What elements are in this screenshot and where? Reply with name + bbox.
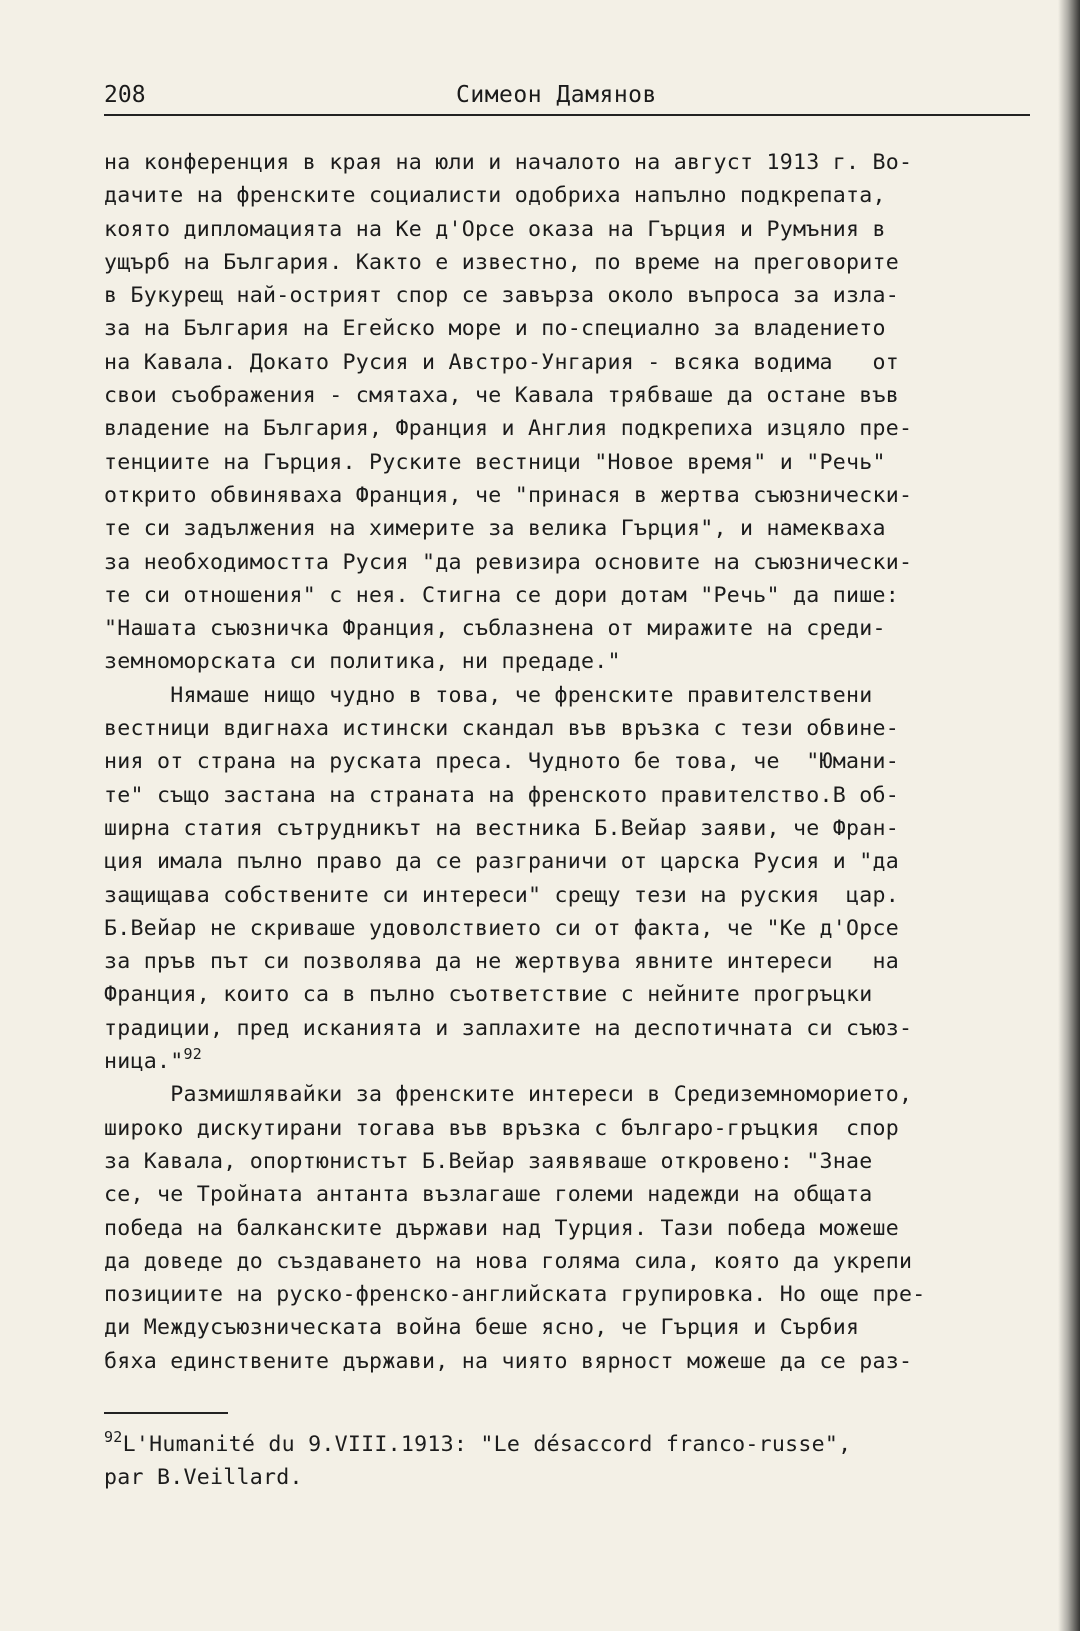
- body-text: [104, 146, 1044, 1378]
- text-line: Б.Вейар не скриваше удоволствието си от факта, че "Ке д'Орсе: [104, 915, 900, 941]
- text-line: свои съображения - смятаха, че Кавала трябваше да остане във: [104, 383, 900, 409]
- spine-shadow: [1058, 0, 1080, 1631]
- footnote-reference: 92: [183, 1045, 203, 1064]
- text-line: на Кавала. Докато Русия и Австро-Унгария - всяка водима от: [104, 349, 900, 375]
- text-line: ширна статия сътрудникът на вестника Б.Вейар заяви, че Фран-: [104, 815, 900, 841]
- footnote-number: 92: [104, 1428, 123, 1446]
- text-line: те си задължения на химерите за велика Гърция", и намекваха: [104, 516, 886, 542]
- text-line: широко дискутирани тогава във връзка с българо-гръцкия спор: [104, 1115, 900, 1141]
- text-line: да доведе до създаването на нова голяма сила, която да укрепи: [104, 1248, 913, 1274]
- page-number: 208: [104, 82, 146, 108]
- footnote-line: par B.Veillard.: [104, 1465, 303, 1490]
- text-line: Размишлявайки за френските интереси в Средиземноморието,: [104, 1082, 913, 1108]
- text-line: открито обвиняваха Франция, че "принася в жертва съюзнически-: [104, 482, 913, 508]
- text-line: ди Междусъюзническата война беше ясно, че Гърция и Сърбия: [104, 1315, 860, 1341]
- text-line: ния от страна на руската преса. Чудното бе това, че "Юмани-: [104, 749, 900, 775]
- text-line: победа на балканските държави над Турция. Тази победа можеше: [104, 1215, 900, 1241]
- text-line: за необходимостта Русия "да ревизира основите на съюзнически-: [104, 549, 913, 575]
- text-line-with-note: [104, 1045, 1044, 1078]
- page-header: [104, 80, 1030, 116]
- text-line: позициите на руско-френско-английската групировка. Но още пре-: [104, 1282, 926, 1308]
- text-line: за Кавала, опортюнистът Б.Вейар заявяваше откровено: "Знае: [104, 1148, 873, 1174]
- footnote-text: L'Humanité du 9.VIII.1913: "Le désaccord franco-russe",: [122, 1432, 852, 1457]
- text-line-end: ница.": [104, 1049, 184, 1075]
- footnote-line: [104, 1428, 1044, 1461]
- text-line: тенциите на Гърция. Руските вестници "Новое время" и "Речь": [104, 449, 886, 475]
- text-line: бяха единствените държави, на чиято вярност можеше да се раз-: [104, 1348, 913, 1374]
- text-line: владение на България, Франция и Англия подкрепиха изцяло пре-: [104, 416, 913, 442]
- text-line: дачите на френските социалисти одобриха напълно подкрепата,: [104, 183, 886, 209]
- text-line: те" също застана на страната на френското правителство.В об-: [104, 782, 900, 808]
- text-line: те си отношения" с нея. Стигна се дори дотам "Речь" да пише:: [104, 582, 900, 608]
- text-line: "Нашата съюзничка Франция, съблазнена от миражите на среди-: [104, 616, 886, 642]
- footnote: [104, 1428, 1044, 1494]
- text-line: Франция, които са в пълно съответствие с нейните прогръцки: [104, 982, 873, 1008]
- text-line: земноморската си политика, ни предаде.": [104, 649, 621, 675]
- text-line: за пръв път си позволява да не жертвува явните интереси на: [104, 949, 900, 975]
- text-line: ция имала пълно право да се разграничи от царска Русия и "да: [104, 849, 900, 875]
- text-line: за на България на Егейско море и по-специално за владението: [104, 316, 886, 342]
- text-line: на конференция в края на юли и началото на август 1913 г. Во-: [104, 150, 913, 175]
- text-line: която дипломацията на Ке д'Орсе оказа на Гърция и Румъния в: [104, 216, 886, 242]
- text-line: ущърб на България. Както е известно, по време на преговорите: [104, 249, 900, 275]
- text-line: традиции, пред исканията и заплахите на деспотичната си съюз-: [104, 1015, 913, 1041]
- text-line: се, че Тройната антанта възлагаше големи надежди на общата: [104, 1182, 873, 1208]
- text-line: в Букурещ най-острият спор се завърза около въпроса за изла-: [104, 283, 900, 309]
- text-line: защищава собствените си интереси" срещу тези на руския цар.: [104, 882, 900, 908]
- text-line: Нямаше нищо чудно в това, че френските правителствени: [104, 682, 873, 708]
- text-line: вестници вдигнаха истински скандал във връзка с тези обвине-: [104, 716, 900, 742]
- running-head: Симеон Дамянов: [456, 82, 657, 108]
- footnote-divider: [104, 1412, 228, 1414]
